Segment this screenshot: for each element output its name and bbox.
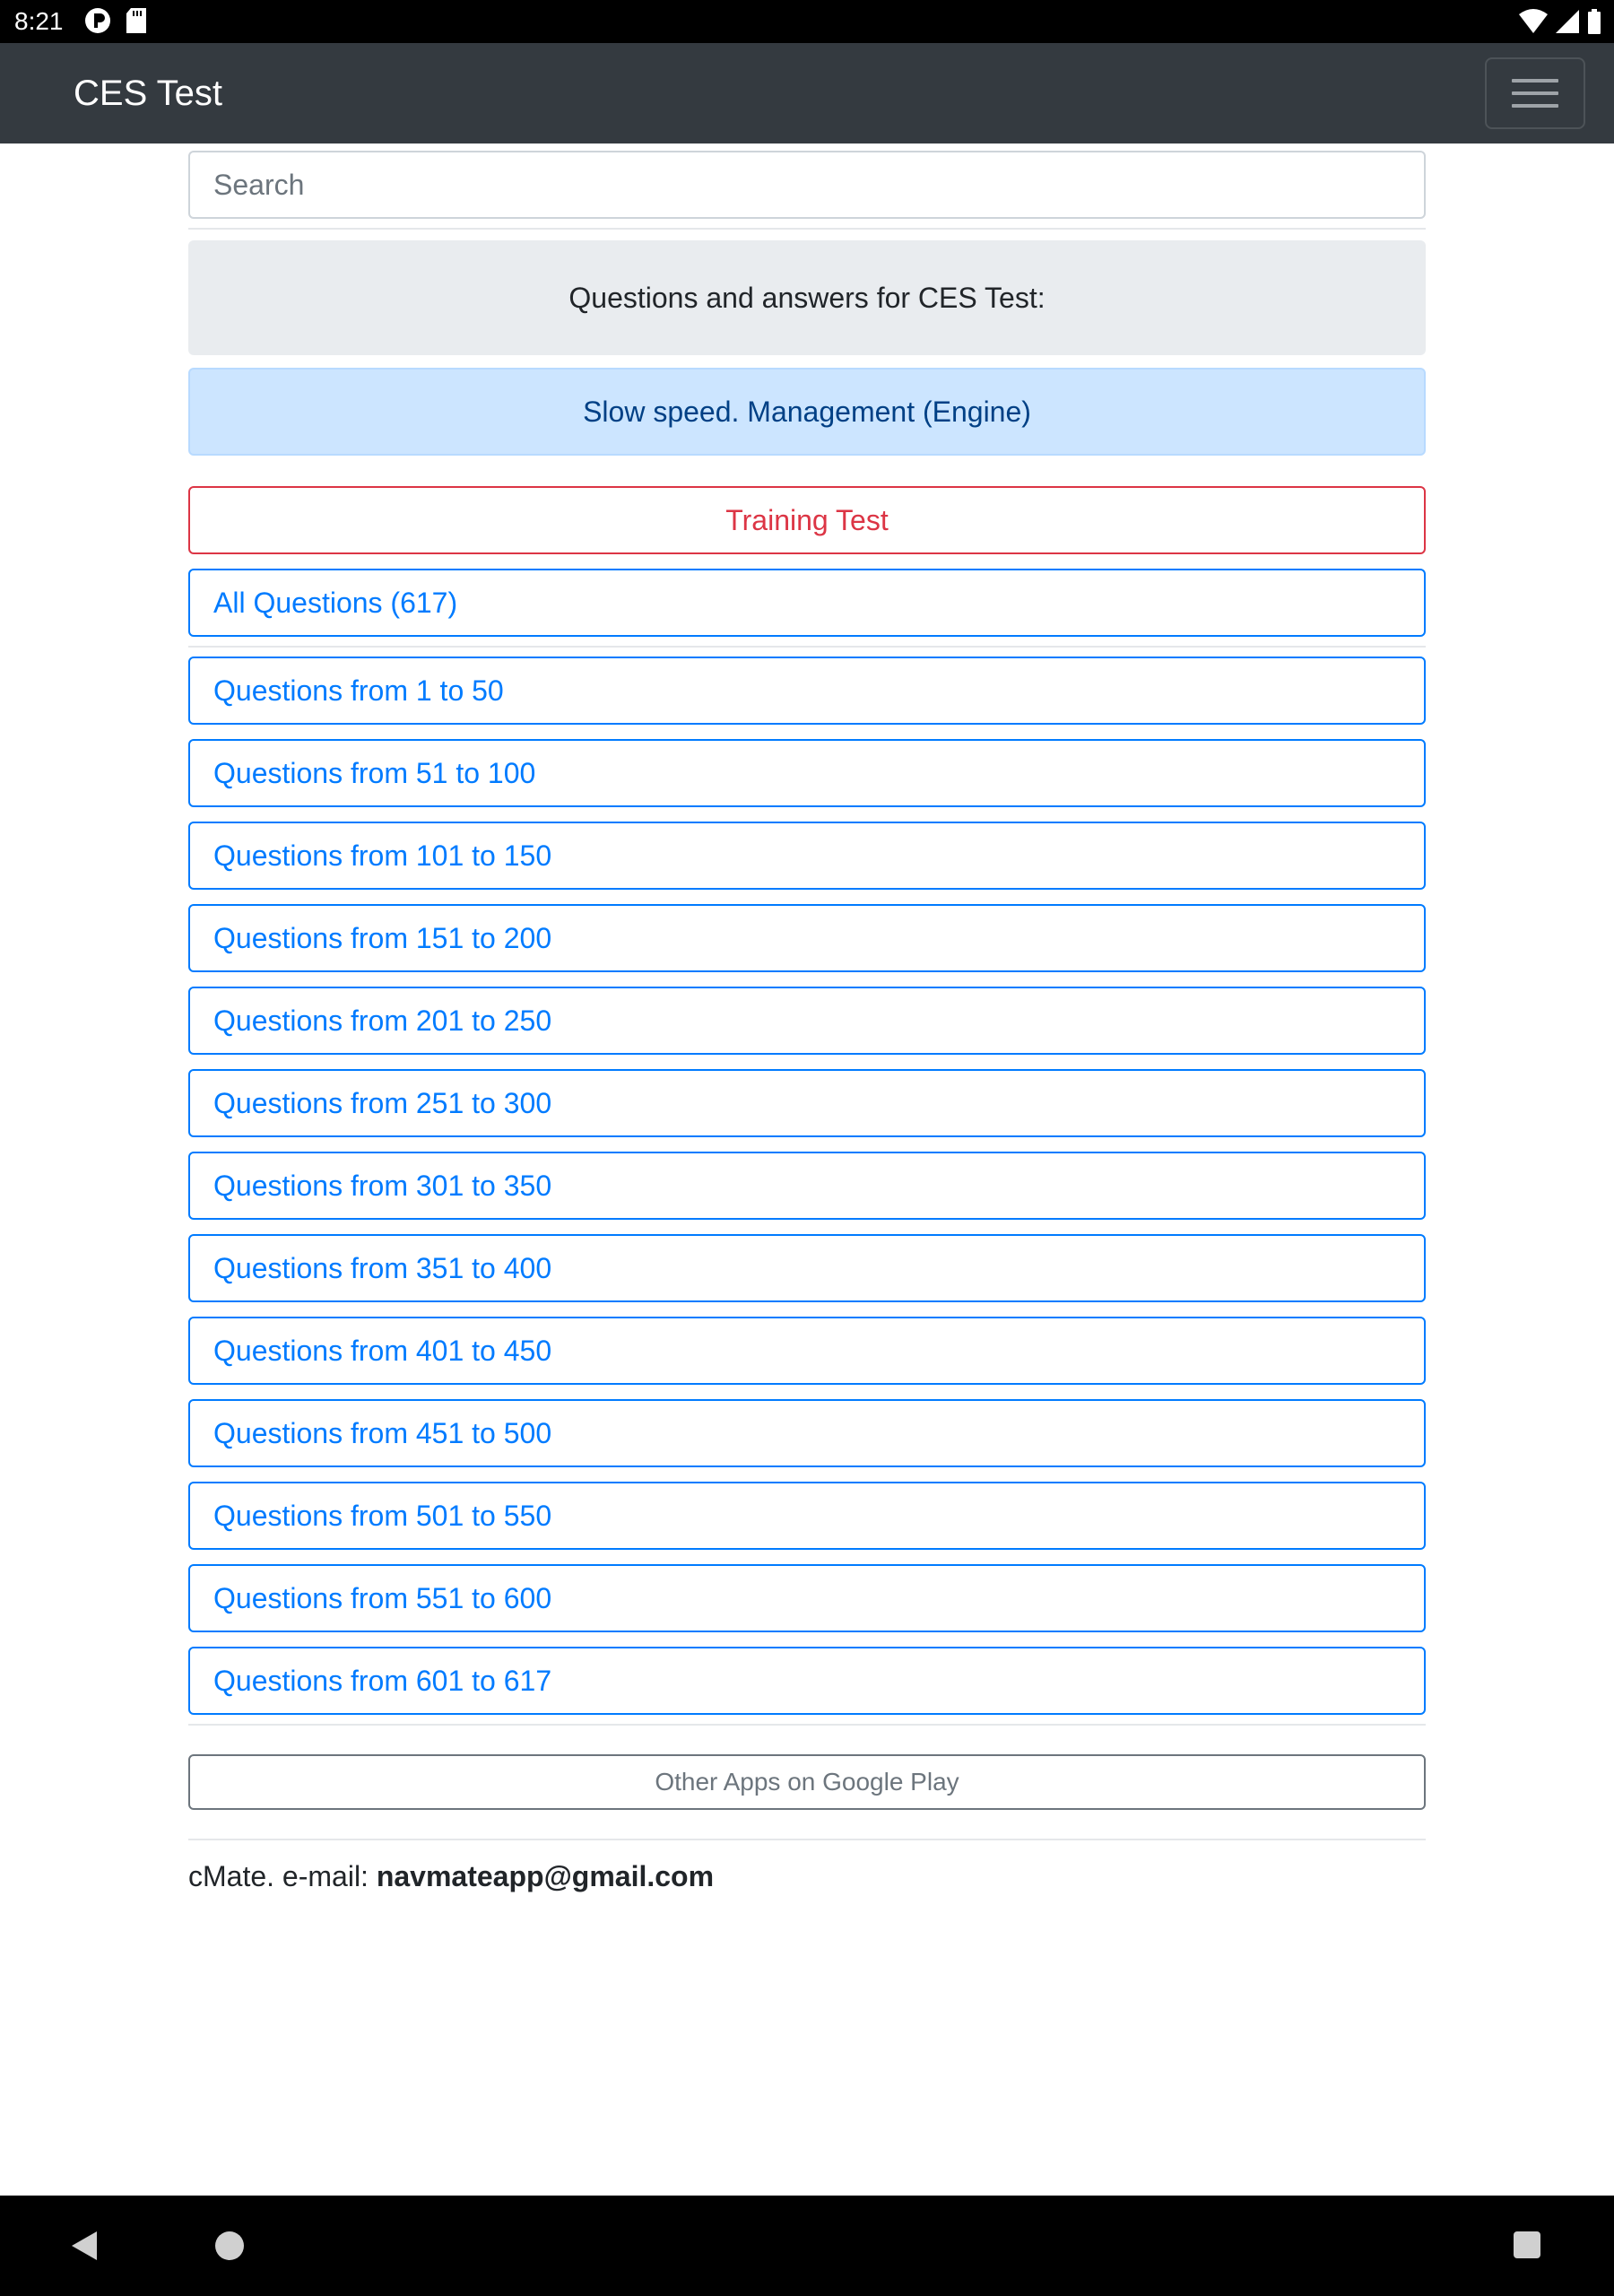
hamburger-menu-icon [1512, 75, 1558, 111]
question-range-button[interactable]: Questions from 401 to 450 [188, 1317, 1426, 1385]
question-range-button[interactable]: Questions from 101 to 150 [188, 822, 1426, 890]
other-apps-button[interactable]: Other Apps on Google Play [188, 1754, 1426, 1810]
status-time: 8:21 [14, 7, 64, 35]
question-range-button[interactable]: Questions from 551 to 600 [188, 1564, 1426, 1632]
divider [188, 646, 1426, 648]
status-right-icons [1519, 9, 1601, 34]
footer-contact [188, 1860, 1426, 1893]
footer-prefix: cMate. e-mail: [188, 1860, 377, 1892]
question-range-button[interactable]: Questions from 201 to 250 [188, 987, 1426, 1055]
divider [188, 228, 1426, 230]
battery-icon [1587, 9, 1601, 34]
all-questions-button[interactable]: All Questions (617) [188, 569, 1426, 637]
question-range-button[interactable]: Questions from 351 to 400 [188, 1234, 1426, 1302]
divider [188, 1839, 1426, 1840]
category-box [188, 368, 1426, 456]
main-content [188, 151, 1426, 1893]
category-label: Slow speed. Management (Engine) [583, 395, 1031, 428]
divider [188, 1724, 1426, 1726]
question-range-button[interactable]: Questions from 601 to 617 [188, 1647, 1426, 1715]
search-input[interactable] [188, 151, 1426, 219]
question-range-button[interactable]: Questions from 1 to 50 [188, 657, 1426, 725]
home-icon[interactable] [215, 2231, 244, 2260]
sd-card-icon [126, 7, 147, 34]
question-range-button[interactable]: Questions from 501 to 550 [188, 1482, 1426, 1550]
nav-bar [0, 2196, 1614, 2296]
question-range-list [188, 657, 1426, 1715]
wifi-icon [1519, 9, 1548, 34]
question-range-button[interactable]: Questions from 251 to 300 [188, 1069, 1426, 1137]
app-title: CES Test [74, 74, 222, 113]
footer-email: navmateapp@gmail.com [376, 1860, 715, 1892]
info-box [188, 240, 1426, 355]
status-left-icons [84, 7, 147, 34]
app-header [0, 43, 1614, 144]
back-icon[interactable] [70, 2230, 99, 2262]
question-range-button[interactable]: Questions from 51 to 100 [188, 739, 1426, 807]
question-range-button[interactable]: Questions from 451 to 500 [188, 1399, 1426, 1467]
info-text: Questions and answers for CES Test: [568, 281, 1046, 314]
question-range-button[interactable]: Questions from 301 to 350 [188, 1152, 1426, 1220]
training-test-button[interactable]: Training Test [188, 486, 1426, 554]
p-icon [84, 7, 111, 34]
menu-toggle-button[interactable] [1485, 57, 1585, 129]
signal-icon [1555, 9, 1580, 34]
question-range-button[interactable]: Questions from 151 to 200 [188, 904, 1426, 972]
status-bar [0, 0, 1614, 43]
recent-apps-icon[interactable] [1514, 2231, 1540, 2258]
